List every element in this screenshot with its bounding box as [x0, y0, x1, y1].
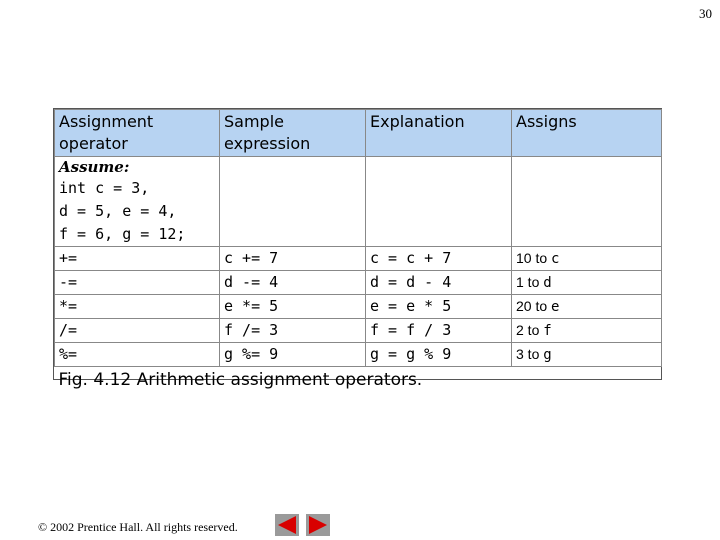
table-header-row — [55, 110, 662, 157]
operators-table-container — [53, 108, 662, 390]
sample-expression-cell: e *= 5 — [220, 295, 366, 319]
explanation-cell: g = g % 9 — [366, 343, 512, 367]
header-assignment-operator: Assignment operator — [55, 110, 220, 157]
assigns-value: 2 — [516, 322, 524, 338]
explanation-cell: d = d - 4 — [366, 271, 512, 295]
empty-cell — [220, 157, 366, 247]
empty-cell — [512, 157, 662, 247]
assume-row — [55, 157, 662, 247]
assigns-cell — [512, 319, 662, 343]
operator-cell: += — [55, 247, 220, 271]
sample-expression-cell: f /= 3 — [220, 319, 366, 343]
operator-cell: %= — [55, 343, 220, 367]
table-row — [55, 247, 662, 271]
assigns-variable: c — [551, 251, 560, 267]
assigns-variable: g — [543, 347, 552, 363]
assume-line: d = 5, e = 4, — [59, 202, 177, 220]
operator-cell: *= — [55, 295, 220, 319]
explanation-cell: e = e * 5 — [366, 295, 512, 319]
header-assigns: Assigns — [512, 110, 662, 157]
header-explanation: Explanation — [366, 110, 512, 157]
assume-cell — [55, 157, 220, 247]
sample-expression-cell: g %= 9 — [220, 343, 366, 367]
empty-cell — [366, 157, 512, 247]
explanation-cell: c = c + 7 — [366, 247, 512, 271]
operator-cell: -= — [55, 271, 220, 295]
assigns-cell — [512, 295, 662, 319]
sample-expression-cell: d -= 4 — [220, 271, 366, 295]
figure-caption: Fig. 4.12 Arithmetic assignment operators. — [58, 370, 423, 390]
operators-table — [54, 109, 662, 393]
table-row — [55, 295, 662, 319]
assume-line: int c = 3, — [59, 179, 150, 197]
previous-slide-button[interactable] — [275, 514, 299, 536]
assigns-value: 10 — [516, 250, 532, 266]
sample-expression-cell: c += 7 — [220, 247, 366, 271]
assigns-word: to — [523, 274, 544, 290]
assume-line: f = 6, g = 12; — [59, 225, 186, 243]
assigns-cell — [512, 343, 662, 367]
copyright-notice: © 2002 Prentice Hall. All rights reserved. — [38, 520, 238, 534]
assigns-word: to — [531, 250, 552, 266]
assigns-value: 1 — [516, 274, 524, 290]
table-row — [55, 271, 662, 295]
header-sample-expression: Sample expression — [220, 110, 366, 157]
explanation-cell: f = f / 3 — [366, 319, 512, 343]
page-number: 30 — [699, 6, 712, 21]
caption-row — [55, 367, 662, 394]
table-row — [55, 343, 662, 367]
assigns-cell — [512, 271, 662, 295]
assume-label: Assume: — [59, 158, 130, 176]
assigns-word: to — [531, 298, 552, 314]
assigns-word: to — [523, 346, 544, 362]
table-row — [55, 319, 662, 343]
assigns-variable: e — [551, 299, 560, 315]
assigns-word: to — [523, 322, 544, 338]
assigns-variable: d — [543, 275, 552, 291]
next-slide-button[interactable] — [306, 514, 330, 536]
assigns-value: 3 — [516, 346, 524, 362]
assigns-cell — [512, 247, 662, 271]
operator-cell: /= — [55, 319, 220, 343]
assigns-value: 20 — [516, 298, 532, 314]
assigns-variable: f — [543, 323, 552, 339]
